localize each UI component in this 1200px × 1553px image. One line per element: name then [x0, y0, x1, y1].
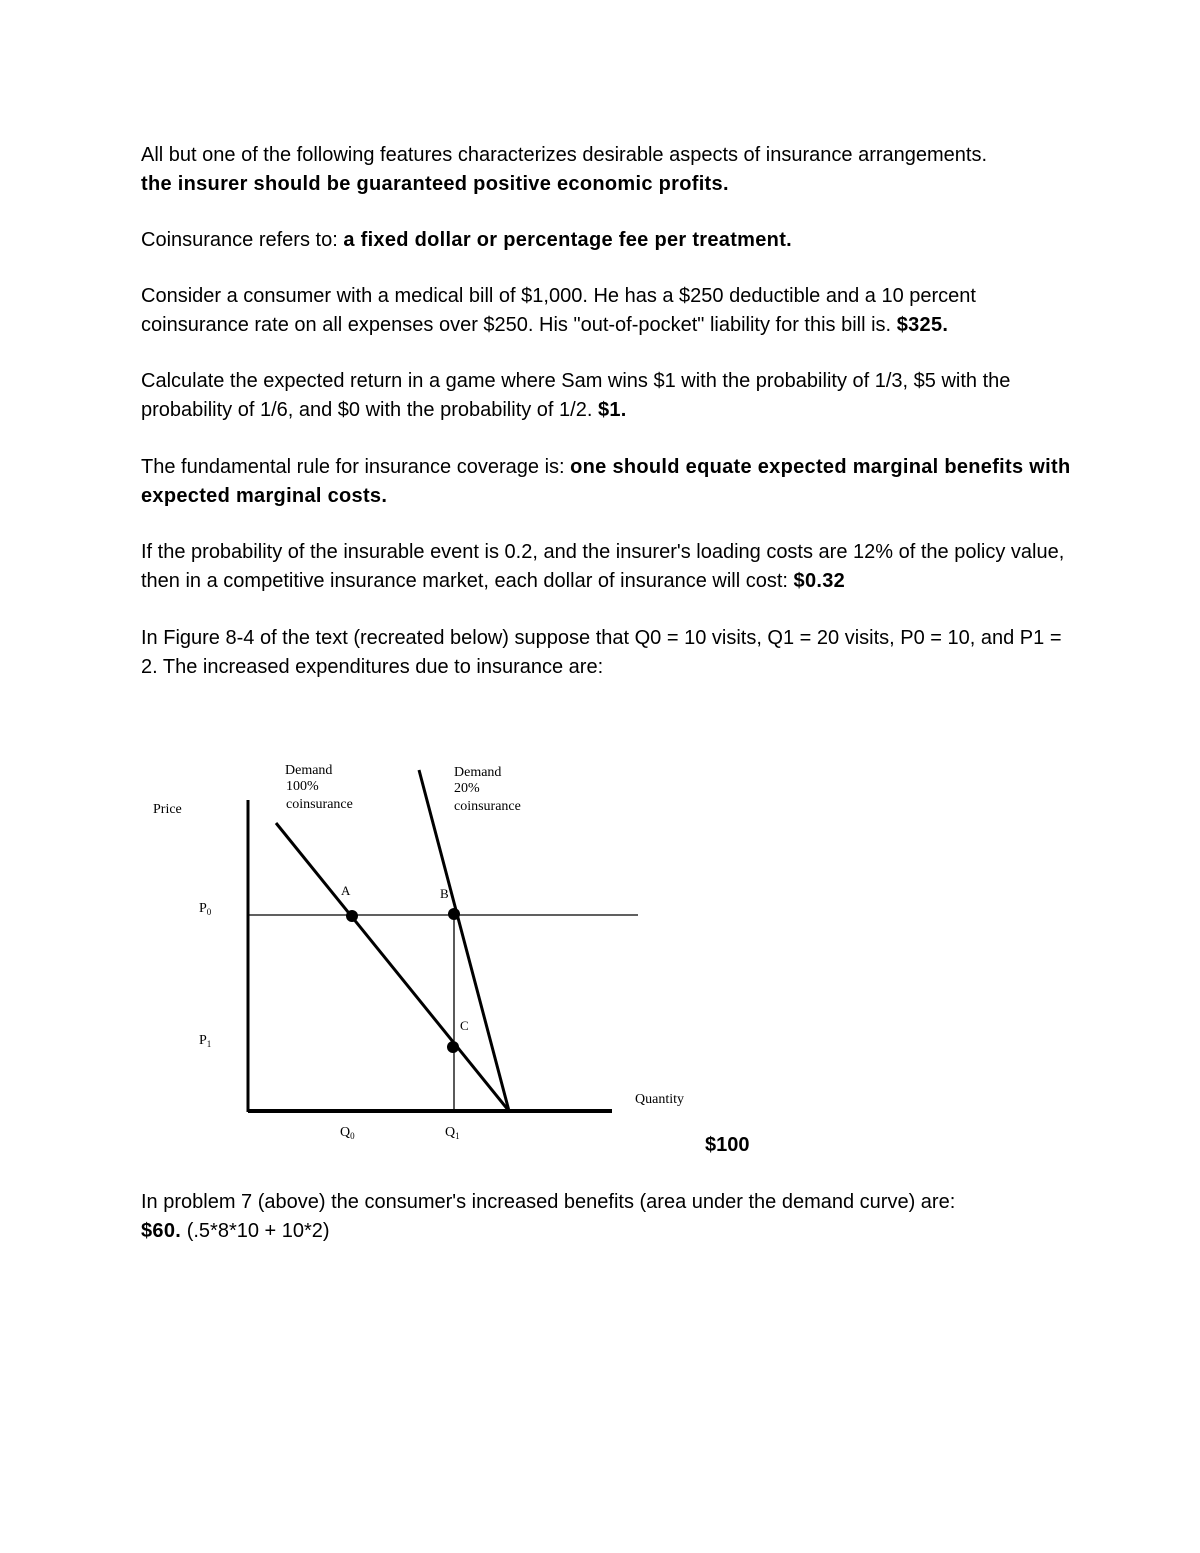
q1-label	[445, 1125, 460, 1141]
demand-20-curve	[419, 770, 509, 1111]
question-2-text: Coinsurance refers to:	[141, 229, 344, 251]
question-3-text: Consider a consumer with a medical bill of $1,000. He has a $250 deductible and a 10 percent coinsurance rate on all expenses over $250. His "out-of-pocket" liability for this bill is.	[141, 285, 976, 336]
demand-20-label-1: Demand	[454, 765, 502, 780]
point-c-label: C	[460, 1018, 469, 1033]
p0-letter: P	[199, 901, 207, 916]
answer-1: the insurer should be guaranteed positive economic profits.	[141, 172, 729, 195]
question-7-text: In Figure 8-4 of the text (recreated below) suppose that Q0 = 10 visits, Q1 = 20 visits, P0 = 10, and P1 = 2. The increased expenditures due to insurance are:	[141, 627, 1062, 678]
answer-6: $0.32	[793, 569, 846, 592]
point-c-marker	[447, 1041, 459, 1053]
q0-subscript: 0	[350, 1131, 355, 1141]
demand-100-label-3: coinsurance	[286, 797, 353, 812]
question-1	[141, 141, 1071, 198]
question-2	[141, 226, 1071, 255]
p1-label	[199, 1033, 211, 1049]
question-6-text: If the probability of the insurable event is 0.2, and the insurer's loading costs are 12% of the policy value, then in a competitive insurance market, each dollar of insurance will cost:	[141, 541, 1065, 592]
demand-20-label-3: coinsurance	[454, 799, 521, 814]
p0-subscript: 0	[206, 907, 212, 917]
answer-8: $60.	[141, 1219, 182, 1242]
quantity-label: Quantity	[635, 1092, 684, 1107]
point-b-label: B	[440, 886, 449, 901]
demand-100-curve	[276, 823, 509, 1111]
point-a-label: A	[341, 883, 351, 898]
demand-100-label-1: Demand	[285, 763, 333, 778]
q0-label	[340, 1125, 355, 1141]
p1-subscript: 1	[206, 1039, 212, 1049]
answer-4: $1.	[597, 398, 627, 421]
demand-figure	[140, 755, 720, 1155]
question-5	[141, 453, 1071, 510]
p0-label	[199, 901, 212, 917]
demand-100-label-2: 100%	[286, 779, 319, 794]
question-6	[141, 538, 1071, 595]
point-a-marker	[346, 910, 358, 922]
answer-2: a fixed dollar or percentage fee per treatment.	[343, 229, 793, 251]
q0-letter: Q	[340, 1125, 351, 1140]
question-7	[141, 624, 1071, 681]
question-1-text: All but one of the following features characterizes desirable aspects of insurance arrangements.	[141, 144, 988, 166]
q1-letter: Q	[445, 1125, 456, 1140]
demand-20-label-2: 20%	[454, 781, 480, 796]
question-3	[141, 282, 1071, 339]
question-8-text: In problem 7 (above) the consumer's increased benefits (area under the demand curve) are:	[141, 1191, 956, 1213]
p1-letter: P	[199, 1033, 207, 1048]
question-5-text: The fundamental rule for insurance coverage is:	[141, 456, 571, 478]
point-b-marker	[448, 908, 460, 920]
price-label: Price	[153, 802, 182, 817]
answer-7: $100	[705, 1134, 750, 1156]
q1-subscript: 1	[455, 1131, 460, 1141]
question-4-text: Calculate the expected return in a game where Sam wins $1 with the probability of 1/3, $5 with the probability of 1/6, and $0 with the probability of 1/2.	[141, 370, 1011, 421]
answer-3: $325.	[896, 313, 949, 336]
answer-8-working: (.5*8*10 + 10*2)	[181, 1219, 330, 1242]
question-8	[141, 1188, 1071, 1245]
question-4	[141, 367, 1071, 424]
answer-5: one should equate expected marginal benefits with expected marginal costs.	[141, 456, 1071, 507]
